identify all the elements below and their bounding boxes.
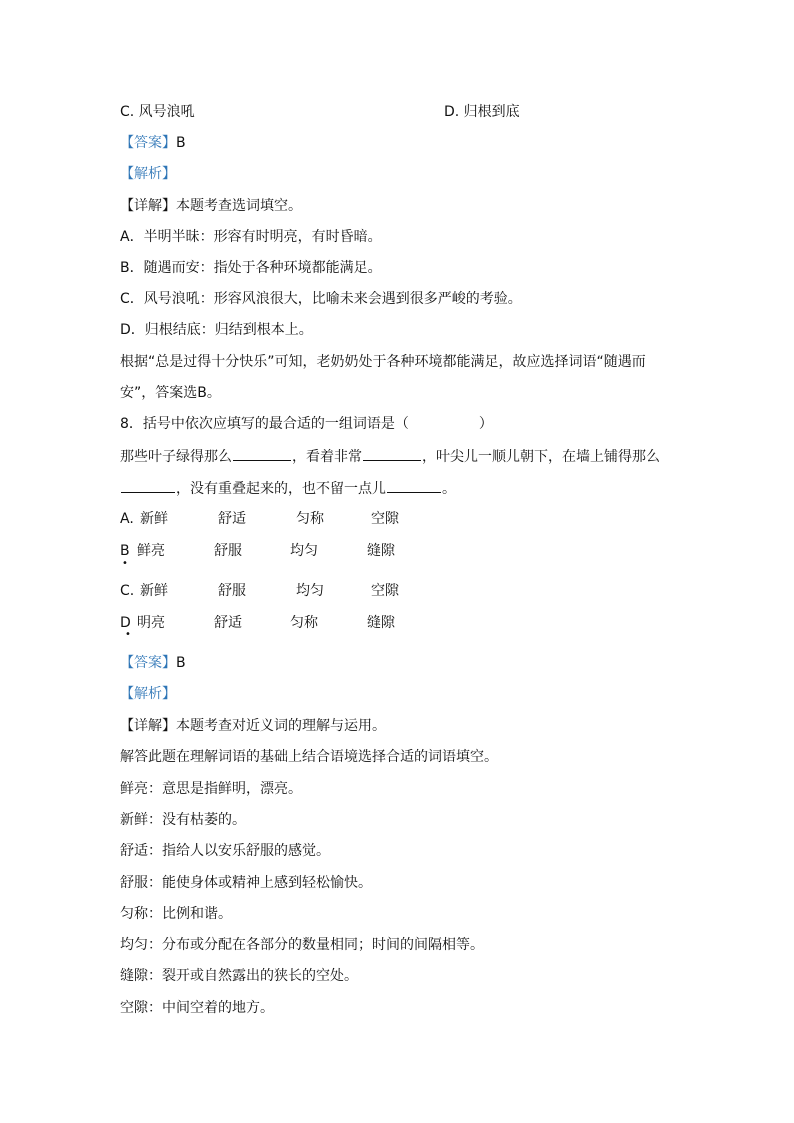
q8-passage-line2 <box>120 478 456 499</box>
q8-explain-line: 空隙：中间空着的地方。 <box>120 1000 274 1016</box>
fill-blank-4[interactable] <box>387 478 441 493</box>
q8-explain-line: 新鲜：没有枯萎的。 <box>120 812 246 828</box>
analysis-tag: 【解析】 <box>120 166 176 182</box>
q8-option-c-word-3: 均匀 <box>296 583 324 599</box>
passage-text: 。 <box>442 481 456 497</box>
q7-answer-line <box>120 133 186 153</box>
q7-explain-a: A．半明半昧：形容有时明亮，有时昏暗。 <box>120 229 382 245</box>
passage-text: ，没有重叠起来的，也不留一点儿 <box>176 481 386 497</box>
q8-explain-line: 舒适：指给人以安乐舒服的感觉。 <box>120 843 330 859</box>
q8-answer-line <box>120 653 186 673</box>
q8-option-b-word-3: 均匀 <box>290 543 318 559</box>
q8-option-c-word-1: 新鲜 <box>140 583 168 599</box>
q8-option-b-word-4: 缝隙 <box>367 543 395 559</box>
q8-option-b-word-2: 舒服 <box>214 543 242 559</box>
q8-option-a-word-2: 舒适 <box>218 511 246 527</box>
q8-option-b-word-1: 鲜亮 <box>137 543 165 559</box>
q7-detail-line <box>120 196 302 216</box>
q8-option-c-label: C. <box>120 583 135 599</box>
analysis-tag: 【解析】 <box>120 686 176 702</box>
answer-value: B <box>176 135 186 151</box>
q8-explain-line: 鲜亮：意思是指鲜明，漂亮。 <box>120 781 302 797</box>
q8-explain-line: 舒服：能使身体或精神上感到轻松愉快。 <box>120 875 372 891</box>
q8-option-c-word-4: 空隙 <box>371 583 399 599</box>
q8-explain-line: 解答此题在理解词语的基础上结合语境选择合适的词语填空。 <box>120 749 498 765</box>
option-d-text: D. 归根到底 <box>444 104 520 120</box>
q7-explain-c: C．风号浪吼：形容风浪很大，比喻未来会遇到很多严峻的考验。 <box>120 291 522 307</box>
q8-option-d-label: D <box>120 615 131 631</box>
detail-text: 本题考查选词填空。 <box>176 198 302 214</box>
q8-explain-line: 缝隙：裂开或自然露出的狭长的空处。 <box>120 968 358 984</box>
q7-conclusion-2: 安”，答案选B。 <box>120 385 221 401</box>
fill-blank-1[interactable] <box>233 446 291 461</box>
emphasis-dot: • <box>125 629 131 640</box>
q8-detail-line <box>120 716 386 736</box>
detail-tag: 【详解】 <box>120 198 176 214</box>
q8-option-d-word-4: 缝隙 <box>367 615 395 631</box>
detail-tag: 【详解】 <box>120 718 176 734</box>
passage-text: ，看着非常 <box>292 449 362 465</box>
fill-blank-3[interactable] <box>121 478 175 493</box>
q8-option-b-label: B <box>120 543 130 559</box>
emphasis-dot: • <box>122 558 128 569</box>
q8-option-a-word-1: 新鲜 <box>140 511 168 527</box>
q8-passage-line1 <box>120 446 660 467</box>
q8-option-a-word-4: 空隙 <box>371 511 399 527</box>
fill-blank-2[interactable] <box>363 446 421 461</box>
q8-option-a-word-3: 匀称 <box>296 511 324 527</box>
q8-option-d-word-2: 舒适 <box>214 615 242 631</box>
passage-text: 那些叶子绿得那么 <box>120 449 232 465</box>
q8-option-d-word-1: 明亮 <box>137 615 165 631</box>
q8-option-d-word-3: 匀称 <box>290 615 318 631</box>
q8-explain-line: 均匀：分布或分配在各部分的数量相同；时间的间隔相等。 <box>120 937 484 953</box>
q8-question: 8．括号中依次应填写的最合适的一组词语是（ ） <box>120 416 493 432</box>
answer-tag: 【答案】 <box>120 655 176 671</box>
q8-explain-line: 匀称：比例和谐。 <box>120 906 232 922</box>
q7-conclusion-1: 根据“总是过得十分快乐”可知，老奶奶处于各种环境都能满足，故应选择词语“随遇而 <box>120 354 646 370</box>
q7-explain-b: B．随遇而安：指处于各种环境都能满足。 <box>120 260 382 276</box>
option-c-text: C. 风号浪吼 <box>120 104 195 120</box>
q8-option-a-label: A. <box>120 511 134 527</box>
passage-text: ，叶尖儿一顺儿朝下，在墙上铺得那么 <box>422 449 660 465</box>
answer-tag: 【答案】 <box>120 135 176 151</box>
q8-option-c-word-2: 舒服 <box>218 583 246 599</box>
q7-explain-d: D．归根结底：归结到根本上。 <box>120 322 313 338</box>
answer-value: B <box>176 655 186 671</box>
detail-text: 本题考查对近义词的理解与运用。 <box>176 718 386 734</box>
